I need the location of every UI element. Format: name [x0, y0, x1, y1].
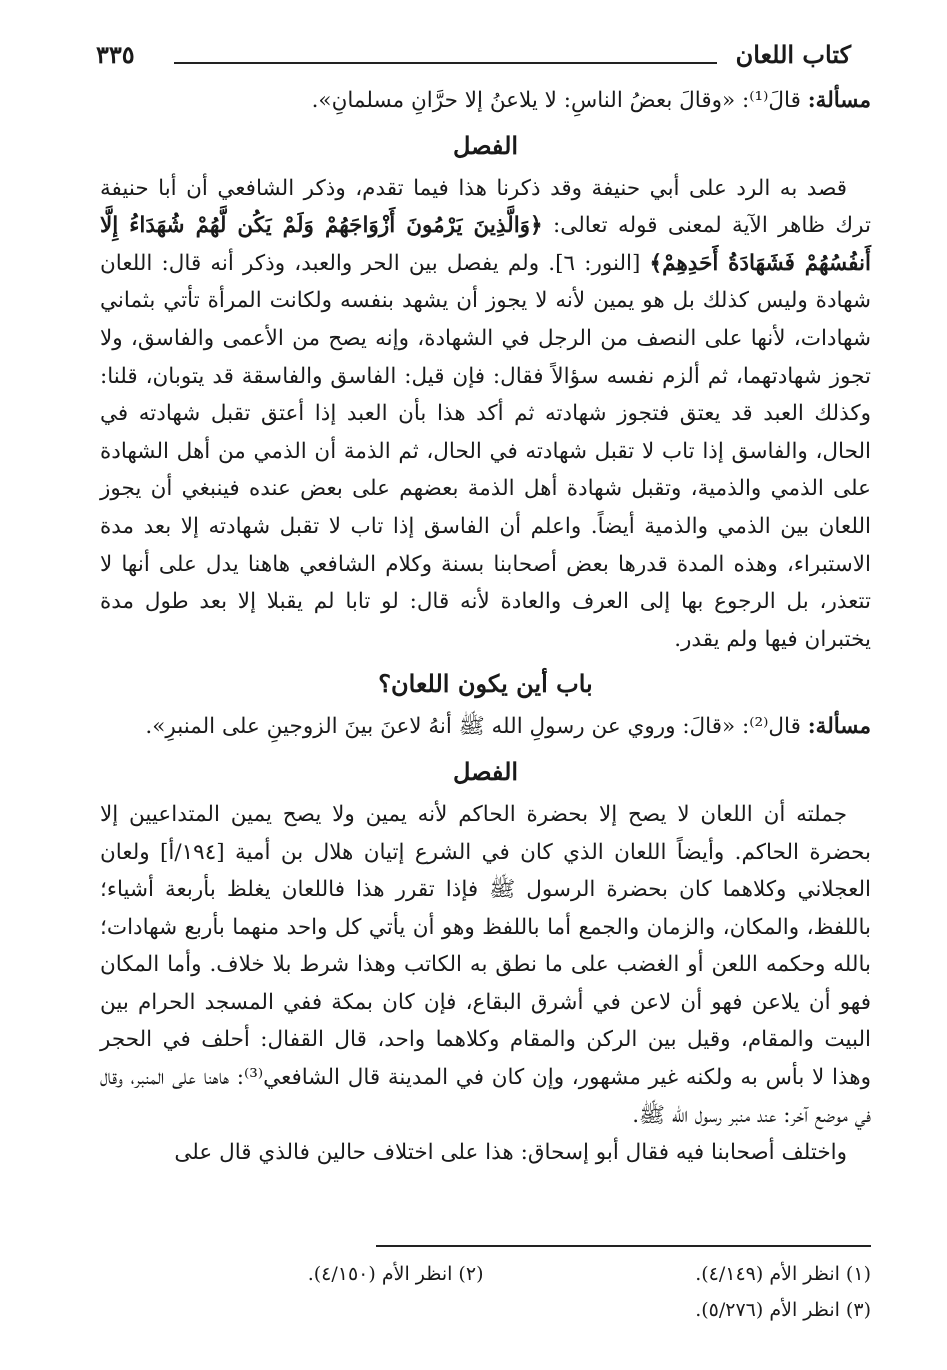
main-text: [100, 82, 871, 1172]
page-number: ٣٣٥: [96, 40, 135, 69]
header-rule: [174, 62, 717, 64]
chapter-heading-bab: باب أين يكون اللعان؟: [378, 669, 593, 699]
section-heading-fasl-2: الفصل: [452, 756, 519, 786]
footnotes: [96, 1256, 871, 1328]
footnote-row-1: [96, 1256, 871, 1292]
footnote-3: (٣) انظر الأم (٥/٢٧٦).: [695, 1299, 871, 1321]
fasl-1-paragraph: [100, 170, 871, 659]
fasl-2-paragraph-1: جملته أن اللعان لا يصح إلا بحضرة الحاكم لأنه يمين ولا يصح يمين المتداعيين إلا بحضرة الحاكم. وأيضاً اللعان الذي كان في الشرع إتيان هلال بن أمية [١٩٤/أ] ولعان العجلاني وكلاهما كان بحضرة الرسول ﷺ فإذا تقرر هذا فاللعان يغلظ بأربعة أشياء؛ باللفظ، والمكان، والزمان والجمع أما باللفظ وهو أن يأتي كل واحد منهما بأربع شهادات؛ بالله وحكمه اللعن أو الغضب على ما نطق به الكاتب وهذا شرط بلا خلاف. وأما المكان فهو أن يلاعن فهو أن لاعن في أشرق البقاع، فإن كان بمكة ففي المسجد الحرام بين البيت والمقام، وقيل بين الركن والمقام وكلاهما واحد، قال القفال: أحلف في الحجر وهذا لا بأس به ولكنه غير مشهور، وإن كان في المدينة قال الشافعي⁽³⁾: هاهنا على المنبر، وقال في موضع آخر: عند منبر رسول الله ﷺ.: [100, 801, 871, 1128]
fasl-1-text-after: [النور: ٦]. ولم يفصل بين الحر والعبد، وذكر أنه قال: اللعان شهادة وليس كذلك بل هو يمين لأنه لا يجوز أن يشهد بنفسه ولكانت المرأة تأتي بثماني شهادات، لأنها على النصف من الرجل في الشهادة، وإنه يصح من الأعمى والفاسق، ولا تجوز شهادتهما، ثم ألزم نفسه سؤالاً فقال: فإن قيل: الفاسق والفاسقة قد يتوبان، قلنا: وكذلك العبد قد يعتق فتجوز شهادته ثم أكد هذا بأن العبد إذا أعتق تقبل شهادته في الحال، والفاسق إذا تاب لا تقبل شهادته في الحال، ثم الذمة أن الذمي من أهل الشهادة على الذمي والذمية، وتقبل شهادة أهل الذمة بعضهم على بعض عنده فينبغي أن يجوز اللعان بين الذمي والذمية أيضاً. واعلم أن الفاسق إذا تاب لا تقبل شهادته إلا بعد مدة الاستبراء، وهذه المدة قدرها بعض أصحابنا بسنة وكلام الشافعي هاهنا يدل على أنها لا تتعذر، بل الرجوع بها إلى العرف والعادة لأنه قال: لو تابا لم يقبلا إلا بعد طول مدة يختبران فيها ولم يقدر.: [100, 250, 871, 652]
masala-2: [100, 708, 871, 746]
footnote-2: (٢) انظر الأم (٤/١٥٠).: [307, 1263, 484, 1285]
fasl-1-text-before: قصد به الرد على أبي حنيفة وقد ذكرنا هذا فيما تقدم، وذكر الشافعي أن أبا حنيفة ترك ظاهر الآية لمعنى قوله تعالى:: [100, 175, 871, 239]
footnote-rule: [376, 1245, 871, 1247]
chapter-title: كتاب اللعان: [735, 40, 851, 69]
masala-1-text: قالَ⁽¹⁾: «وقالَ بعضُ الناسِ: لا يلاعنُ إلا حرَّانِ مسلمانِ».: [311, 88, 808, 113]
fasl-2-paragraph-2: واختلف أصحابنا فيه فقال أبو إسحاق: هذا على اختلاف حالين فالذي قال على: [174, 1140, 847, 1166]
footnote-row-2: [96, 1292, 871, 1328]
footnote-1: (١) انظر الأم (٤/١٤٩).: [695, 1263, 871, 1285]
masala-2-label: مسألة:: [807, 714, 871, 740]
masala-1: [100, 82, 871, 120]
quran-verse: ﴿وَالَّذِينَ يَرْمُونَ أَزْوَاجَهُمْ وَلَمْ يَكُن لَّهُمْ شُهَدَاءُ إِلَّا أَنفُسُهُمْ فَشَهَادَةُ أَحَدِهِمْ﴾: [100, 213, 871, 276]
masala-1-label: مسألة:: [807, 88, 871, 113]
section-heading-fasl-1: الفصل: [452, 130, 519, 160]
masala-2-text: قال⁽²⁾: «قالَ: وروي عن رسولِ الله ﷺ أنهُ لاعنَ بينَ الزوجينِ على المنبرِ».: [145, 714, 808, 740]
running-header: [96, 38, 851, 78]
